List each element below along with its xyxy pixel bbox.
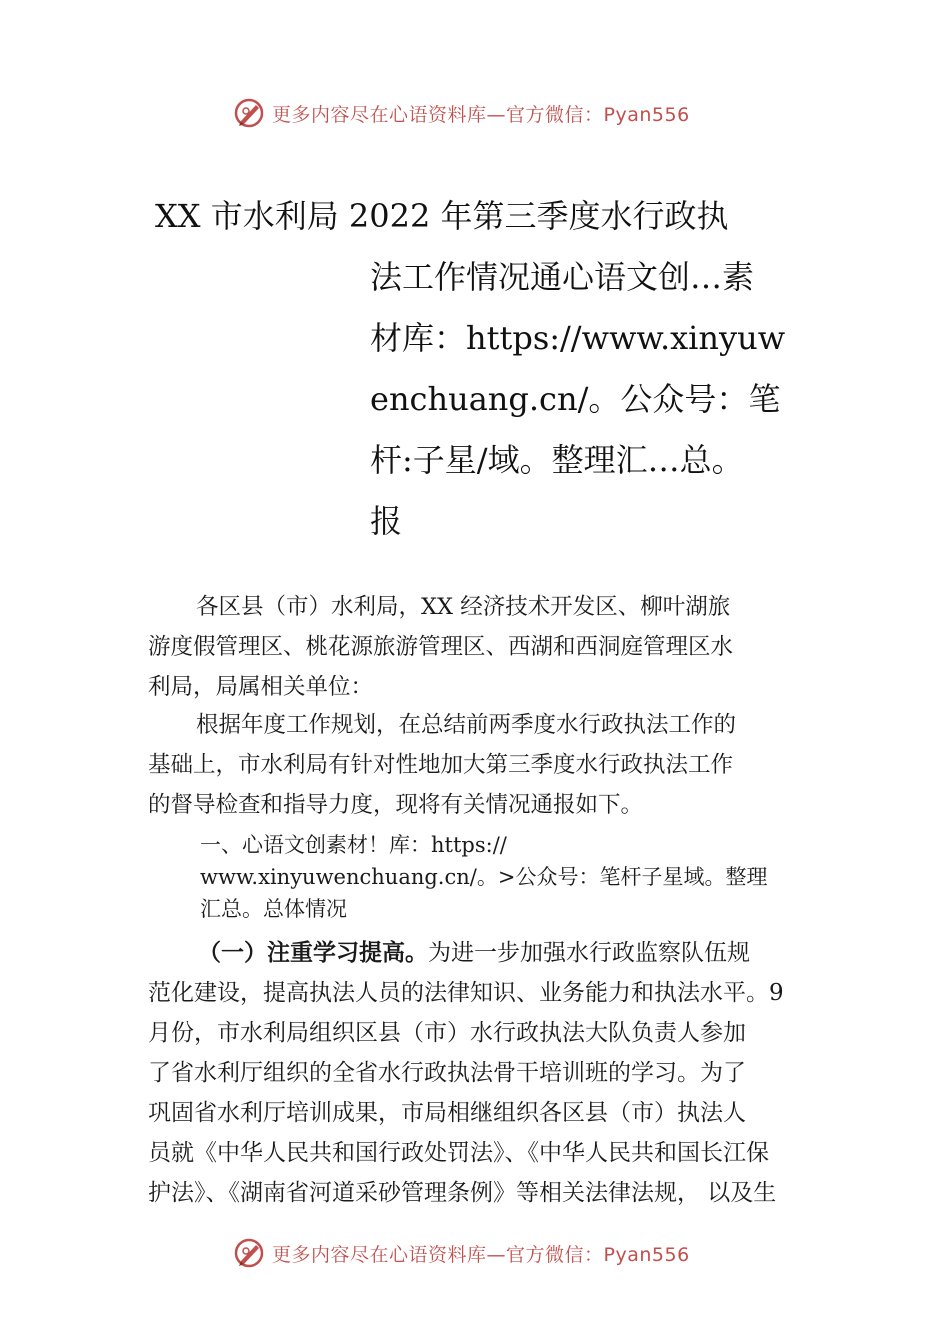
title-line: 杆:子星/域。整理汇…总。 [370, 441, 744, 479]
footer-watermark [232, 1236, 792, 1270]
text-line: www.xinyuwenchuang.cn/。>公众号：笔杆子星域。整理 [200, 865, 768, 889]
text-line: 范化建设，提高执法人员的法律知识、业务能力和执法水平。9 [148, 980, 784, 1006]
text-line: 一、心语文创素材！库：https:// [200, 833, 507, 857]
text-line: 员就《中华人民共和国行政处罚法》、《中华人民共和国长江保 [148, 1140, 769, 1166]
header-watermark [232, 96, 792, 130]
subsection-heading: （一）注重学习提高。 [198, 939, 428, 966]
section-heading [148, 829, 828, 925]
text-line: 月份，市水利局组织区县（市）水行政执法大队负责人参加 [148, 1020, 746, 1046]
pen-logo-icon [232, 1236, 266, 1270]
title-line: 报 [370, 502, 403, 540]
intro-paragraph [148, 705, 828, 825]
title-line: 材库：https://www.xinyuw [370, 319, 786, 357]
text-line: 为进一步加强水行政监察队伍规 [428, 940, 750, 966]
pen-logo-icon [232, 96, 266, 130]
title-line: 法工作情况通心语文创…素 [370, 258, 755, 296]
text-line: 的督导检查和指导力度，现将有关情况通报如下。 [148, 792, 644, 818]
text-line: 汇总。总体情况 [200, 897, 347, 921]
text-line: 巩固省水利厅培训成果，市局相继组织各区县（市）执法人 [148, 1100, 746, 1126]
subsection-paragraph [148, 933, 828, 1213]
text-line: 各区县（市）水利局，XX 经济技术开发区、柳叶湖旅 [196, 594, 731, 620]
text-line: 护法》、《湖南省河道采砂管理条例》等相关法律法规， 以及生 [148, 1180, 777, 1206]
text-line: 基础上，市水利局有针对性地加大第三季度水行政执法工作 [148, 752, 734, 778]
document-title [155, 186, 805, 552]
title-line: XX 市水利局 2022 年第三季度水行政执 [155, 197, 729, 235]
watermark-text: 更多内容尽在心语资料库—官方微信：Pyan556 [272, 103, 690, 126]
title-line: enchuang.cn/。公众号：笔 [370, 380, 781, 418]
text-line: 游度假管理区、桃花源旅游管理区、西湖和西洞庭管理区水 [148, 634, 734, 660]
watermark-text: 更多内容尽在心语资料库—官方微信：Pyan556 [272, 1243, 690, 1266]
salutation-paragraph [148, 587, 828, 707]
text-line: 了省水利厅组织的全省水行政执法骨干培训班的学习。为了 [148, 1060, 746, 1086]
text-line: 根据年度工作规划，在总结前两季度水行政执法工作的 [196, 712, 737, 738]
text-line: 利局，局属相关单位： [148, 674, 374, 700]
